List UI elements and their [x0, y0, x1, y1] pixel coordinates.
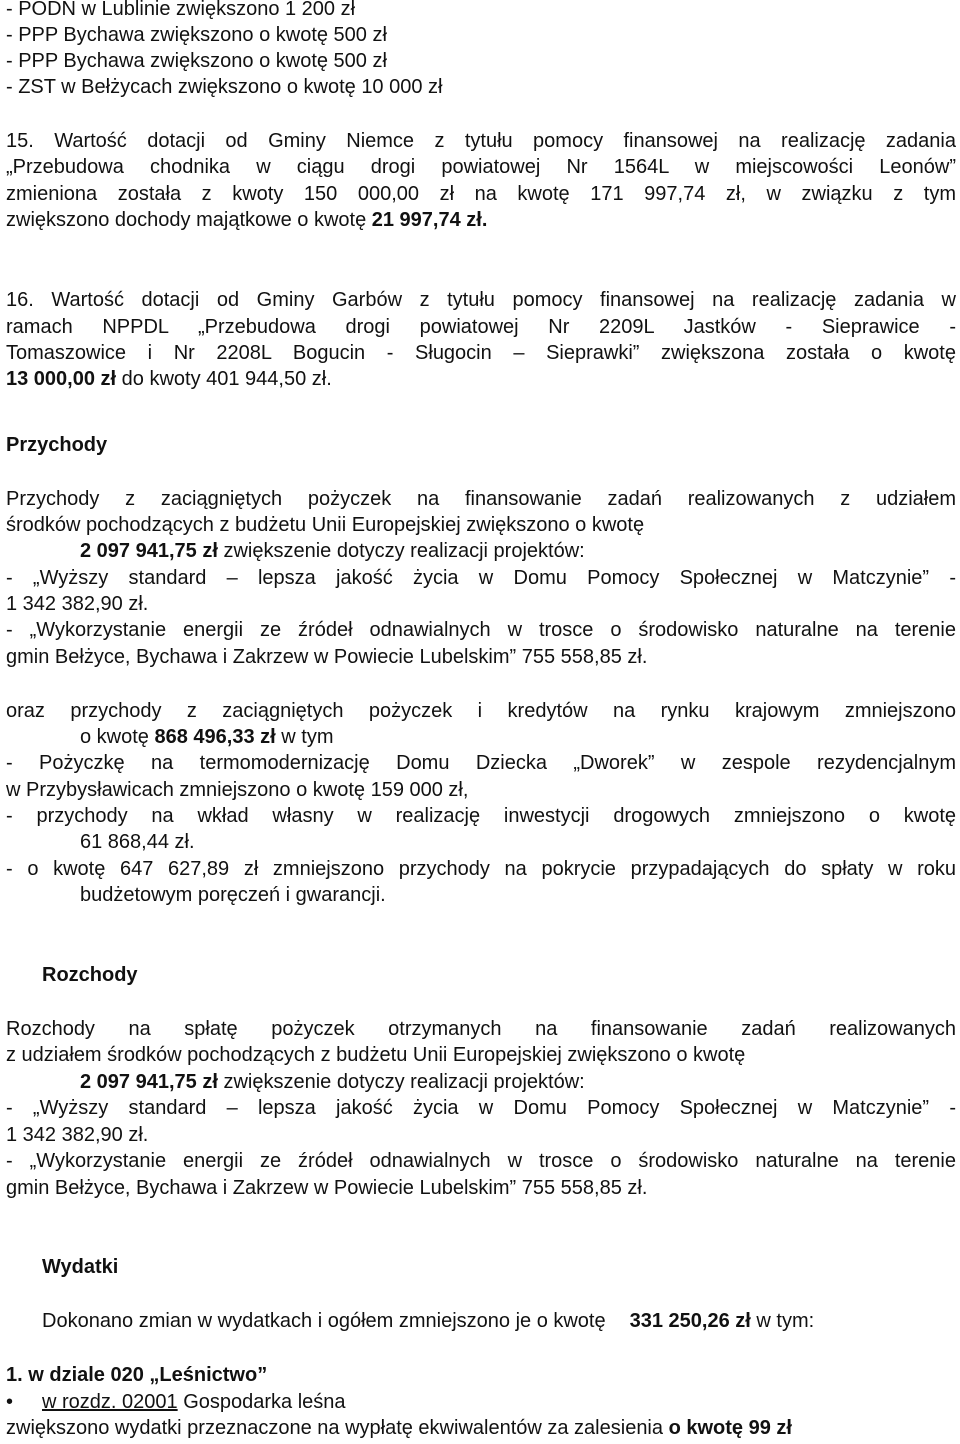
amount-bold: 2 097 941,75 zł — [80, 1071, 218, 1093]
paragraph-16-line: ramach NPPDL „Przebudowa drogi powiatowej Nr 2209L Jastków - Sieprawice - — [6, 316, 956, 338]
rozchody-line — [80, 1069, 956, 1096]
rozdzial-number: w rozdz. 02001 — [42, 1391, 178, 1413]
przychody-line: - „Wyższy standard – lepsza jakość życia w Domu Pomocy Społecznej w Matczynie” - — [6, 567, 956, 589]
amount-bold: 331 250,26 zł — [629, 1310, 751, 1332]
text: w tym: — [750, 1310, 815, 1332]
przychody-line: - „Wykorzystanie energii ze źródeł odnawialnych w trosce o środowisko naturalne na terenie — [6, 619, 956, 641]
paragraph-15-line: „Przebudowa chodnika w ciągu drogi powiatowej Nr 1564L w miejscowości Leonów” — [6, 156, 956, 178]
przychody-line: - przychody na wkład własny w realizację inwestycji drogowych zmniejszono o kwotę — [6, 805, 956, 827]
rozdzial-line — [6, 1389, 956, 1416]
text: o kwotę — [80, 726, 155, 748]
przychody-line: oraz przychody z zaciągniętych pożyczek i kredytów na rynku krajowym zmniejszono — [6, 700, 956, 722]
rozchody-line: 1 342 382,90 zł. — [6, 1124, 149, 1146]
section-heading-wydatki: Wydatki — [42, 1256, 119, 1278]
przychody-line: 61 868,44 zł. — [80, 831, 195, 853]
dzial-heading: 1. w dziale 020 „Leśnictwo” — [6, 1364, 268, 1386]
przychody-line: Przychody z zaciągniętych pożyczek na finansowanie zadań realizowanych z udziałem — [6, 488, 956, 510]
rozchody-line: - „Wykorzystanie energii ze źródeł odnawialnych w trosce o środowisko naturalne na terenie — [6, 1150, 956, 1172]
text: Gospodarka leśna — [177, 1391, 346, 1413]
przychody-line: środków pochodzących z budżetu Unii Europejskiej zwiększono o kwotę — [6, 514, 645, 536]
list-item: - PPP Bychawa zwiększono o kwotę 500 zł — [6, 50, 387, 72]
text: zwiększenie dotyczy realizacji projektów: — [217, 1071, 585, 1093]
text: do kwoty 401 944,50 zł. — [116, 368, 332, 390]
przychody-line: - o kwotę 647 627,89 zł zmniejszono przychody na pokrycie przypadających do spłaty w roku — [6, 858, 956, 880]
section-heading-rozchody: Rozchody — [42, 964, 138, 986]
przychody-line: 1 342 382,90 zł. — [6, 593, 149, 615]
list-item: - PODN w Lublinie zwiększono 1 200 zł — [6, 0, 356, 20]
rozchody-line: Rozchody na spłatę pożyczek otrzymanych na finansowanie zadań realizowanych — [6, 1018, 956, 1040]
przychody-line — [80, 538, 956, 565]
paragraph-15-line — [6, 207, 956, 234]
przychody-line: gmin Bełżyce, Bychawa i Zakrzew w Powiecie Lubelskim” 755 558,85 zł. — [6, 646, 648, 668]
rozchody-line: gmin Bełżyce, Bychawa i Zakrzew w Powiecie Lubelskim” 755 558,85 zł. — [6, 1177, 648, 1199]
amount-bold: 868 496,33 zł — [154, 726, 276, 748]
przychody-line — [80, 724, 956, 751]
section-heading-przychody: Przychody — [6, 434, 108, 456]
text: Dokonano zmian w wydatkach i ogółem zmniejszono je o kwotę — [42, 1310, 606, 1332]
paragraph-16-line: Tomaszowice i Nr 2208L Bogucin - Sługocin – Sieprawki” zwiększona została o kwotę — [6, 342, 956, 364]
amount-bold: o kwotę 99 zł — [668, 1417, 792, 1439]
amount-bold: 2 097 941,75 zł — [80, 540, 218, 562]
paragraph-16-line: 16. Wartość dotacji od Gminy Garbów z tytułu pomocy finansowej na realizację zadania w — [6, 289, 956, 311]
paragraph-16-line — [6, 366, 956, 393]
text: zwiększenie dotyczy realizacji projektów: — [217, 540, 585, 562]
amount-bold: 21 997,74 zł. — [371, 209, 488, 231]
text: zwiększono dochody majątkowe o kwotę — [6, 209, 372, 231]
list-item: - PPP Bychawa zwiększono o kwotę 500 zł — [6, 24, 387, 46]
amount-bold: 13 000,00 zł — [6, 368, 117, 390]
text: w tym — [275, 726, 334, 748]
text: zwiększono wydatki przeznaczone na wypłatę ekwiwalentów za zalesienia — [6, 1417, 669, 1439]
bullet-icon: • — [6, 1391, 14, 1413]
rozchody-line: z udziałem środków pochodzących z budżetu Unii Europejskiej zwiększono o kwotę — [6, 1044, 746, 1066]
paragraph-15-line: zmieniona została z kwoty 150 000,00 zł na kwotę 171 997,74 zł, w związku z tym — [6, 183, 956, 205]
przychody-line: w Przybysławicach zmniejszono o kwotę 159 000 zł, — [6, 779, 469, 801]
list-item: - ZST w Bełżycach zwiększono o kwotę 10 000 zł — [6, 76, 443, 98]
wydatki-line — [6, 1415, 956, 1442]
przychody-line: budżetowym poręczeń i gwarancji. — [80, 884, 386, 906]
wydatki-line — [42, 1308, 956, 1335]
rozchody-line: - „Wyższy standard – lepsza jakość życia w Domu Pomocy Społecznej w Matczynie” - — [6, 1097, 956, 1119]
przychody-line: - Pożyczkę na termomodernizację Domu Dziecka „Dworek” w zespole rezydencjalnym — [6, 752, 956, 774]
paragraph-15-line: 15. Wartość dotacji od Gminy Niemce z tytułu pomocy finansowej na realizację zadania — [6, 130, 956, 152]
